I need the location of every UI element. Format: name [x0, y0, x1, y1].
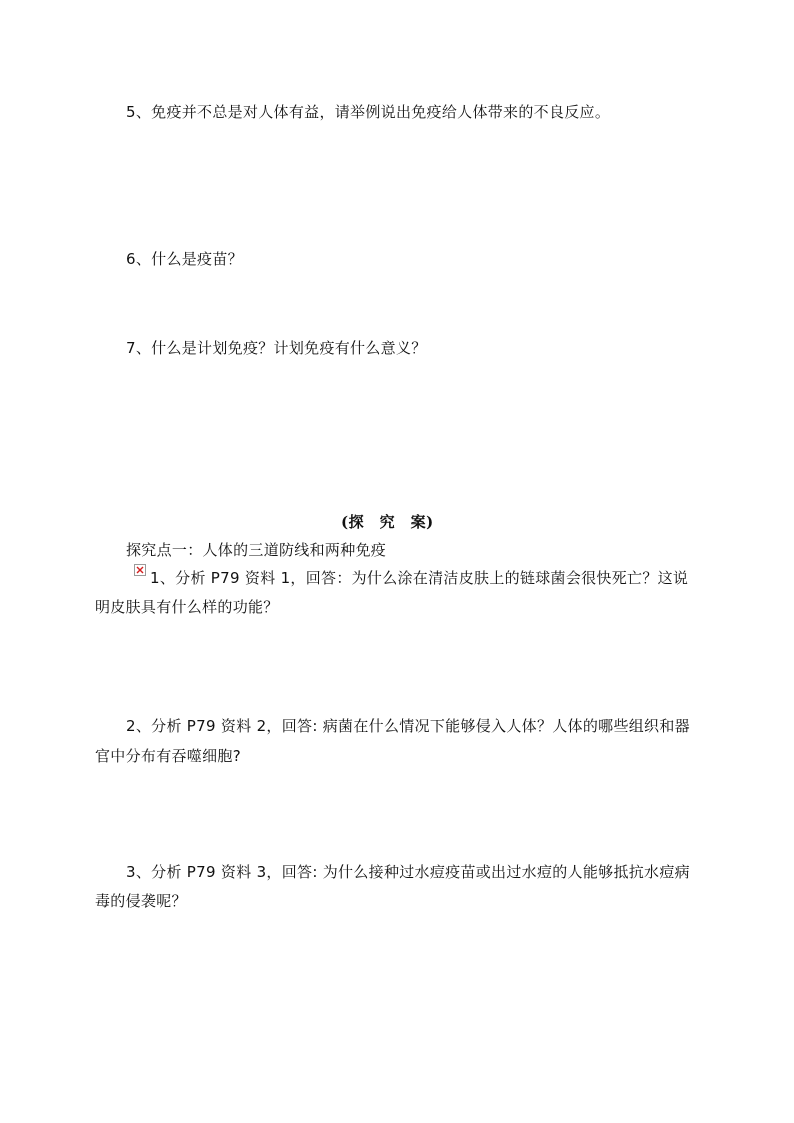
question-6: 6、什么是疫苗？	[126, 250, 243, 268]
explore-point-title: 探究点一：人体的三道防线和两种免疫	[126, 541, 387, 559]
explore-item-3-line-2: 毒的侵袭呢？	[95, 892, 187, 910]
broken-image-icon	[134, 564, 146, 576]
section-heading: (探 究 案)	[341, 513, 434, 531]
question-7: 7、什么是计划免疫？计划免疫有什么意义？	[126, 339, 427, 357]
explore-item-2-line-1: 2、分析 P79 资料 2，回答: 病菌在什么情况下能够侵入人体？人体的哪些组织和器	[126, 717, 690, 735]
explore-item-2-line-2: 官中分布有吞噬细胞?	[95, 747, 241, 765]
explore-item-1-line-1: 1、分析 P79 资料 1，回答：为什么涂在清洁皮肤上的链球菌会很快死亡？这说	[150, 569, 689, 587]
question-5: 5、免疫并不总是对人体有益，请举例说出免疫给人体带来的不良反应。	[126, 103, 611, 121]
explore-item-1-line-2: 明皮肤具有什么样的功能？	[95, 598, 279, 616]
explore-item-3-line-1: 3、分析 P79 资料 3，回答: 为什么接种过水痘疫苗或出过水痘的人能够抵抗水痘病	[126, 863, 690, 881]
